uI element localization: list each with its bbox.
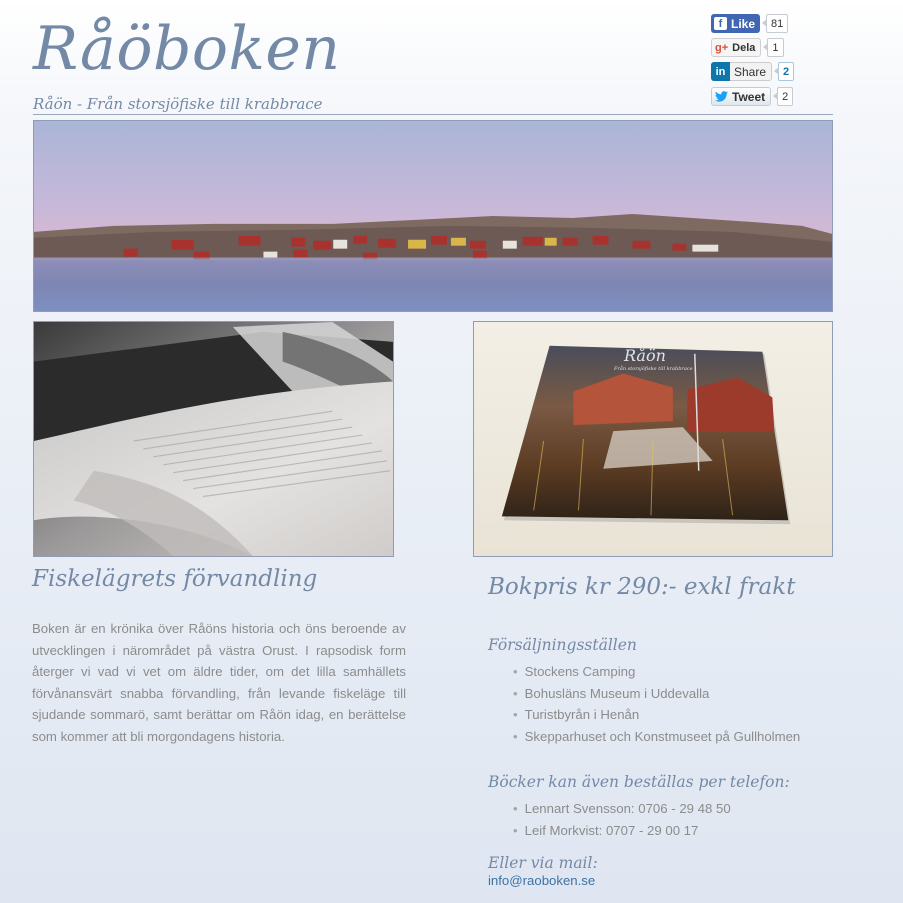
google-plus-share-button[interactable] — [711, 38, 761, 57]
header-divider — [33, 114, 833, 115]
list-item: • Stockens Camping — [513, 661, 800, 683]
retailers-list — [513, 661, 800, 747]
open-book-photo — [33, 321, 394, 557]
email-link[interactable]: info@raoboken.se — [488, 873, 596, 888]
book-cover-title: Råön — [624, 346, 666, 365]
phone-heading: Böcker kan även beställas per telefon: — [488, 773, 790, 791]
book-cover-photo — [473, 321, 833, 557]
facebook-like-button[interactable] — [711, 14, 760, 33]
list-item: • Skepparhuset och Konstmuseet på Gullholmen — [513, 726, 800, 748]
linkedin-share-widget — [711, 62, 794, 81]
book-cover-subtitle: Från storsjöfiske till krabbrace — [614, 366, 693, 372]
hero-panorama-image — [33, 120, 833, 312]
price-heading: Bokpris kr 290:- exkl frakt — [488, 574, 796, 600]
list-item: • Bohusläns Museum i Uddevalla — [513, 683, 800, 705]
book-description: Boken är en krönika över Råöns historia och öns beroende av utvecklingen i närområdet på västra Orust. I rapsodisk form återger vi vad vi vet om äldre tider, om det lilla samhällets förvånansvärt snabba förvandling, från levande fiskeläge till sjudande sommarö, samt berättar om Råön idag, en berättelse som kommer att bli morgondagens historia. — [32, 621, 406, 744]
facebook-icon: f — [714, 17, 727, 30]
linkedin-icon: in — [711, 62, 730, 81]
google-plus-count: 1 — [767, 38, 783, 57]
site-subtitle: Råön - Från storsjöfiske till krabbrace — [33, 95, 323, 113]
list-item: • Turistbyrån i Henån — [513, 704, 800, 726]
tweet-label: Tweet — [732, 89, 766, 104]
site-title: Råöboken — [33, 14, 341, 84]
twitter-tweet-widget — [711, 87, 793, 106]
list-item: • Leif Morkvist: 0707 - 29 00 17 — [513, 820, 731, 842]
google-plus-label: Dela — [732, 41, 756, 54]
linkedin-share-label: Share — [734, 64, 767, 79]
google-plus-widget — [711, 38, 784, 57]
phone-list — [513, 798, 731, 841]
linkedin-share-count: 2 — [778, 62, 794, 81]
tweet-count: 2 — [777, 87, 793, 106]
facebook-like-count: 81 — [766, 14, 788, 33]
linkedin-share-button[interactable] — [711, 62, 772, 81]
facebook-like-label: Like — [731, 16, 756, 31]
tweet-button[interactable] — [711, 87, 771, 106]
mail-heading: Eller via mail: — [488, 854, 598, 872]
google-plus-icon: g+ — [715, 41, 729, 54]
twitter-bird-icon — [715, 91, 728, 102]
retailers-heading: Försäljningsställen — [488, 636, 637, 654]
list-item: • Lennart Svensson: 0706 - 29 48 50 — [513, 798, 731, 820]
left-heading: Fiskelägrets förvandling — [32, 566, 318, 592]
facebook-like-widget — [711, 14, 788, 33]
